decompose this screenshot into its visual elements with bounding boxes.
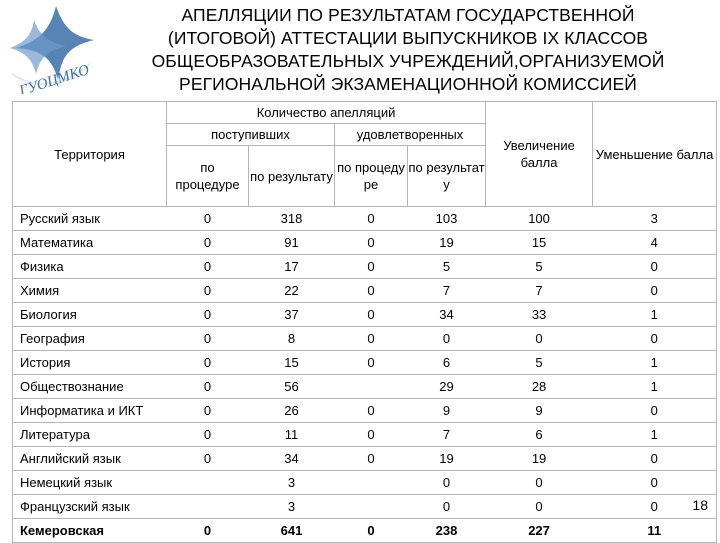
- cell: 103: [408, 207, 486, 231]
- subject-name: Обществознание: [13, 375, 167, 399]
- table-row: [13, 399, 717, 423]
- header-received: поступивших: [167, 124, 335, 146]
- subject-name: Биология: [13, 303, 167, 327]
- cell: 0: [335, 327, 408, 351]
- cell: 0: [593, 255, 717, 279]
- cell: 0: [167, 447, 249, 471]
- cell: 0: [167, 399, 249, 423]
- cell: 0: [335, 447, 408, 471]
- table-row: [13, 495, 717, 519]
- cell: 33: [486, 303, 593, 327]
- subject-name: Русский язык: [13, 207, 167, 231]
- cell: 0: [167, 231, 249, 255]
- cell: 0: [593, 447, 717, 471]
- cell: 0: [593, 471, 717, 495]
- cell: 7: [408, 423, 486, 447]
- logo: [4, 2, 96, 94]
- cell: 0: [335, 231, 408, 255]
- cell: 9: [486, 399, 593, 423]
- cell: 0: [486, 471, 593, 495]
- table-row: [13, 447, 717, 471]
- table-row: [13, 255, 717, 279]
- header-increase: Увеличение балла: [486, 102, 593, 207]
- subject-name: Кемеровская: [13, 519, 167, 543]
- cell: 0: [593, 495, 717, 519]
- cell: 0: [335, 351, 408, 375]
- cell: 34: [408, 303, 486, 327]
- cell: 22: [249, 279, 335, 303]
- subject-name: Немецкий язык: [13, 471, 167, 495]
- cell: 641: [249, 519, 335, 543]
- subject-name: Английский язык: [13, 447, 167, 471]
- cell: 0: [167, 255, 249, 279]
- header-received-procedure: по процедуре: [167, 146, 249, 207]
- cell: 318: [249, 207, 335, 231]
- cell: 4: [593, 231, 717, 255]
- cell: 91: [249, 231, 335, 255]
- cell: 5: [486, 255, 593, 279]
- cell: 37: [249, 303, 335, 327]
- header-satisfied-result: по результат у: [408, 146, 486, 207]
- table-row: [13, 327, 717, 351]
- table-row: [13, 279, 717, 303]
- cell: 0: [408, 327, 486, 351]
- table-header: [13, 102, 717, 207]
- page-number: 18: [692, 497, 708, 513]
- cell: 238: [408, 519, 486, 543]
- cell: [335, 495, 408, 519]
- cell: 5: [408, 255, 486, 279]
- cell: 0: [408, 495, 486, 519]
- header-territory: Территория: [13, 102, 167, 207]
- cell: 0: [593, 327, 717, 351]
- cell: 15: [486, 231, 593, 255]
- header-appeals-count: Количество апелляций: [167, 102, 486, 124]
- appeals-table: [12, 101, 717, 543]
- cell: 1: [593, 303, 717, 327]
- cell: 227: [486, 519, 593, 543]
- table-body: [13, 207, 717, 543]
- cell: 6: [486, 423, 593, 447]
- cell: 0: [167, 351, 249, 375]
- cell: 8: [249, 327, 335, 351]
- cell: 1: [593, 423, 717, 447]
- table-row: [13, 207, 717, 231]
- table-row: [13, 423, 717, 447]
- cell: 0: [593, 279, 717, 303]
- cell: 100: [486, 207, 593, 231]
- cell: 0: [335, 303, 408, 327]
- cell: 28: [486, 375, 593, 399]
- cell: 7: [486, 279, 593, 303]
- table-row: [13, 375, 717, 399]
- cell: 34: [249, 447, 335, 471]
- cell: 19: [408, 231, 486, 255]
- header-received-result: по результату: [249, 146, 335, 207]
- subject-name: Химия: [13, 279, 167, 303]
- cell: 0: [335, 207, 408, 231]
- cell: 1: [593, 351, 717, 375]
- cell: 0: [167, 375, 249, 399]
- header-decrease: Уменьшение балла: [593, 102, 717, 207]
- cell: 0: [486, 495, 593, 519]
- subject-name: География: [13, 327, 167, 351]
- title-line: АПЕЛЛЯЦИИ ПО РЕЗУЛЬТАТАМ ГОСУДАРСТВЕННОЙ: [181, 5, 635, 25]
- cell: 0: [335, 279, 408, 303]
- cell: 1: [593, 375, 717, 399]
- cell: 3: [249, 495, 335, 519]
- table-row: [13, 351, 717, 375]
- table-row-total: [13, 519, 717, 543]
- cell: 26: [249, 399, 335, 423]
- cell: [335, 375, 408, 399]
- cell: 9: [408, 399, 486, 423]
- cell: 15: [249, 351, 335, 375]
- cell: 0: [167, 423, 249, 447]
- table-row: [13, 303, 717, 327]
- cell: 11: [593, 519, 717, 543]
- cell: 0: [593, 399, 717, 423]
- cell: 5: [486, 351, 593, 375]
- cell: 0: [335, 423, 408, 447]
- title-line: ОБЩЕОБРАЗОВАТЕЛЬНЫХ УЧРЕЖДЕНИЙ,ОРГАНИЗУЕМОЙ: [151, 51, 665, 71]
- subject-name: Физика: [13, 255, 167, 279]
- subject-name: Французский язык: [13, 495, 167, 519]
- cell: 0: [167, 207, 249, 231]
- page-title: [100, 4, 716, 96]
- title-line: РЕГИОНАЛЬНОЙ ЭКЗАМЕНАЦИОННОЙ КОМИССИЕЙ: [179, 74, 637, 94]
- cell: 0: [408, 471, 486, 495]
- cell: 0: [335, 519, 408, 543]
- table-row: [13, 471, 717, 495]
- cell: 0: [335, 399, 408, 423]
- star-emblem-icon: [4, 2, 96, 94]
- table-row: [13, 231, 717, 255]
- cell: 19: [408, 447, 486, 471]
- cell: [167, 495, 249, 519]
- cell: 56: [249, 375, 335, 399]
- subject-name: История: [13, 351, 167, 375]
- cell: 0: [167, 519, 249, 543]
- title-line: (ИТОГОВОЙ) АТТЕСТАЦИИ ВЫПУСКНИКОВ IX КЛАССОВ: [167, 28, 649, 48]
- cell: 3: [593, 207, 717, 231]
- cell: 0: [167, 279, 249, 303]
- subject-name: Информатика и ИКТ: [13, 399, 167, 423]
- subject-name: Математика: [13, 231, 167, 255]
- header-satisfied: удовлетворенных: [335, 124, 486, 146]
- cell: 3: [249, 471, 335, 495]
- cell: 17: [249, 255, 335, 279]
- subject-name: Литература: [13, 423, 167, 447]
- cell: 0: [167, 303, 249, 327]
- cell: [335, 471, 408, 495]
- cell: 11: [249, 423, 335, 447]
- cell: 7: [408, 279, 486, 303]
- cell: [167, 471, 249, 495]
- header-satisfied-procedure: по процеду ре: [335, 146, 408, 207]
- cell: 0: [167, 327, 249, 351]
- cell: 19: [486, 447, 593, 471]
- cell: 6: [408, 351, 486, 375]
- cell: 0: [486, 327, 593, 351]
- logo-text: ГУОЦМКО: [17, 61, 92, 94]
- cell: 0: [335, 255, 408, 279]
- cell: 29: [408, 375, 486, 399]
